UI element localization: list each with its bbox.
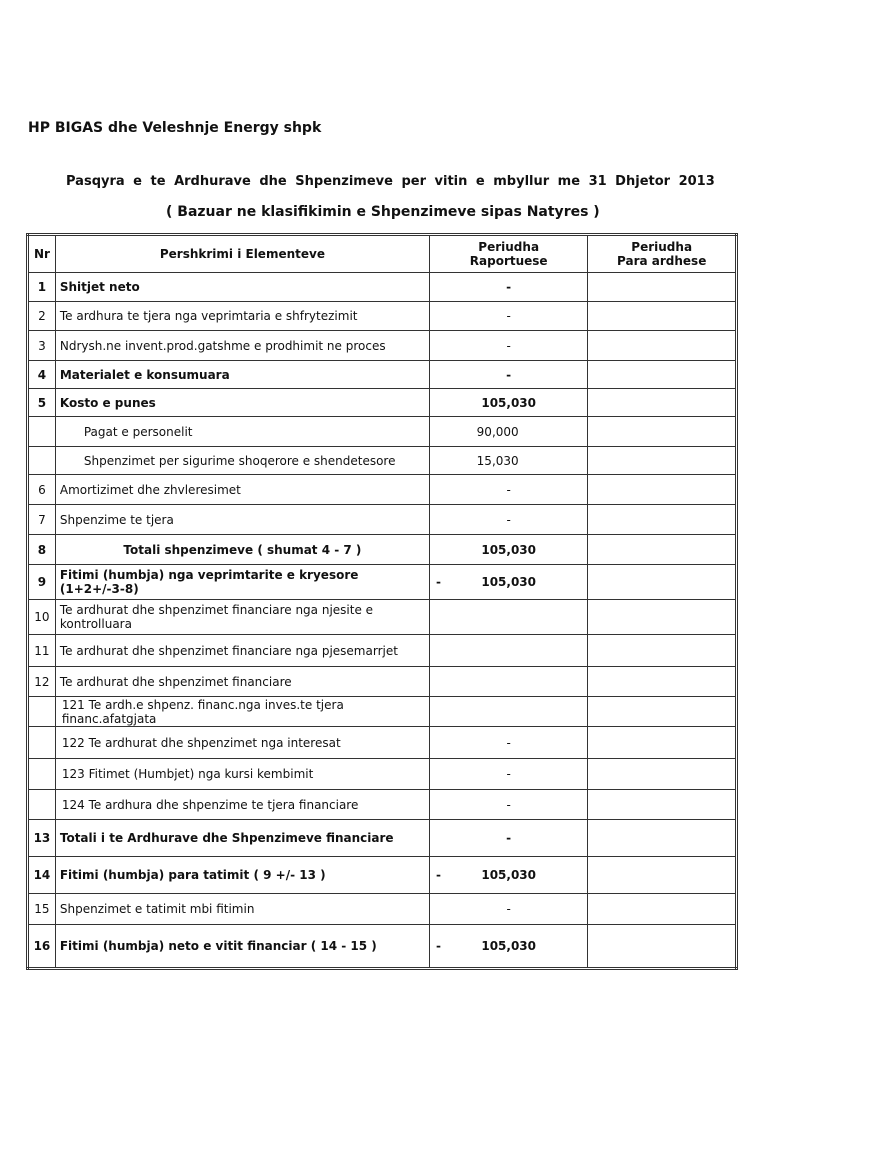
reporting-period-value (429, 894, 587, 925)
row-description: Shpenzime te tjera (55, 505, 429, 535)
table-row (28, 790, 737, 820)
reporting-period-value (429, 790, 587, 820)
value: 15,030 (476, 453, 519, 468)
document-title: Pasqyra e te Ardhurave dhe Shpenzimeve per vitin e mbyllur me 31 Dhjetor 2013 (66, 174, 715, 189)
row-description: Shpenzimet e tatimit mbi fitimin (55, 894, 429, 925)
table-header-row (28, 235, 737, 273)
value: 105,030 (481, 868, 536, 882)
reporting-period-value (429, 273, 587, 302)
row-description: Materialet e konsumuara (55, 361, 429, 389)
row-description: Shpenzimet per sigurime shoqerore e shendetesore (55, 447, 429, 475)
previous-period-value (588, 302, 737, 331)
row-number: 14 (28, 857, 56, 894)
table-row (28, 565, 737, 600)
row-description: Fitimi (humbja) neto e vitit financiar ( 14 - 15 ) (55, 925, 429, 969)
table-row (28, 820, 737, 857)
row-number (28, 759, 56, 790)
previous-period-value (588, 273, 737, 302)
previous-period-value (588, 361, 737, 389)
row-number: 12 (28, 667, 56, 697)
header-reporting-period (429, 235, 587, 273)
table-row (28, 600, 737, 635)
row-number: 8 (28, 535, 56, 565)
reporting-period-value (429, 389, 587, 417)
row-number (28, 447, 56, 475)
reporting-period-value (429, 447, 587, 475)
value: - (506, 280, 512, 294)
negative-sign: - (435, 868, 441, 882)
row-description: Shitjet neto (55, 273, 429, 302)
header-line: Periudha (478, 240, 540, 254)
table-row (28, 894, 737, 925)
table-row (28, 417, 737, 447)
header-line: Raportuese (469, 254, 548, 268)
previous-period-value (588, 894, 737, 925)
table-row (28, 697, 737, 727)
header-previous-period (588, 235, 737, 273)
company-name: HP BIGAS dhe Veleshnje Energy shpk (28, 120, 322, 136)
value: - (506, 367, 512, 382)
row-number: 1 (28, 273, 56, 302)
reporting-period-value (429, 565, 587, 600)
table-row (28, 273, 737, 302)
value: 105,030 (481, 939, 536, 953)
reporting-period-value (429, 361, 587, 389)
row-description: 124 Te ardhura dhe shpenzime te tjera financiare (55, 790, 429, 820)
table-row (28, 331, 737, 361)
negative-sign: - (435, 575, 441, 589)
previous-period-value (588, 925, 737, 969)
row-description: Fitimi (humbja) para tatimit ( 9 +/- 13 ) (55, 857, 429, 894)
previous-period-value (588, 727, 737, 759)
row-number (28, 727, 56, 759)
reporting-period-value (429, 635, 587, 667)
reporting-period-value (429, 697, 587, 727)
previous-period-value (588, 790, 737, 820)
reporting-period-value (429, 727, 587, 759)
row-description: Ndrysh.ne invent.prod.gatshme e prodhimit ne proces (55, 331, 429, 361)
previous-period-value (588, 600, 737, 635)
previous-period-value (588, 417, 737, 447)
row-description: Te ardhurat dhe shpenzimet financiare nga njesite e kontrolluara (55, 600, 429, 635)
row-number: 16 (28, 925, 56, 969)
value: 105,030 (481, 542, 536, 557)
row-number: 3 (28, 331, 56, 361)
previous-period-value (588, 389, 737, 417)
value: - (506, 831, 512, 845)
previous-period-value (588, 535, 737, 565)
value: 105,030 (481, 575, 536, 589)
reporting-period-value (429, 759, 587, 790)
value: 105,030 (481, 395, 536, 410)
table-row (28, 667, 737, 697)
table-row (28, 302, 737, 331)
table-row (28, 447, 737, 475)
row-number: 4 (28, 361, 56, 389)
row-number (28, 417, 56, 447)
row-description: Fitimi (humbja) nga veprimtarite e kryesore (1+2+/-3-8) (55, 565, 429, 600)
table-row (28, 505, 737, 535)
row-number: 10 (28, 600, 56, 635)
row-description: Te ardhura te tjera nga veprimtaria e shfrytezimit (55, 302, 429, 331)
table-row (28, 535, 737, 565)
previous-period-value (588, 447, 737, 475)
previous-period-value (588, 667, 737, 697)
value: - (506, 482, 511, 497)
table-row (28, 759, 737, 790)
row-number: 7 (28, 505, 56, 535)
header-description: Pershkrimi i Elementeve (55, 235, 429, 273)
table-row (28, 475, 737, 505)
previous-period-value (588, 697, 737, 727)
row-number: 11 (28, 635, 56, 667)
row-description: 121 Te ardh.e shpenz. financ.nga inves.te tjera financ.afatgjata (55, 697, 429, 727)
row-description: Te ardhurat dhe shpenzimet financiare (55, 667, 429, 697)
row-description: 123 Fitimet (Humbjet) nga kursi kembimit (55, 759, 429, 790)
row-number: 2 (28, 302, 56, 331)
reporting-period-value (429, 857, 587, 894)
reporting-period-value (429, 331, 587, 361)
row-description: Kosto e punes (55, 389, 429, 417)
reporting-period-value (429, 925, 587, 969)
previous-period-value (588, 565, 737, 600)
table-row (28, 361, 737, 389)
row-description: Totali shpenzimeve ( shumat 4 - 7 ) (55, 535, 429, 565)
value: 90,000 (476, 424, 519, 439)
value: - (506, 309, 511, 323)
header-line: Para ardhese (617, 254, 707, 268)
reporting-period-value (429, 417, 587, 447)
reporting-period-value (429, 600, 587, 635)
negative-sign: - (435, 939, 441, 953)
row-number (28, 697, 56, 727)
previous-period-value (588, 857, 737, 894)
previous-period-value (588, 475, 737, 505)
row-description: Pagat e personelit (55, 417, 429, 447)
previous-period-value (588, 331, 737, 361)
row-description: Te ardhurat dhe shpenzimet financiare nga pjesemarrjet (55, 635, 429, 667)
table-row (28, 635, 737, 667)
row-number: 15 (28, 894, 56, 925)
row-number: 6 (28, 475, 56, 505)
document-subtitle: ( Bazuar ne klasifikimin e Shpenzimeve sipas Natyres ) (166, 204, 600, 220)
reporting-period-value (429, 302, 587, 331)
row-number: 5 (28, 389, 56, 417)
row-description: 122 Te ardhurat dhe shpenzimet nga interesat (55, 727, 429, 759)
value: - (506, 338, 511, 353)
value: - (506, 512, 511, 527)
income-statement-table (26, 233, 738, 970)
row-description: Amortizimet dhe zhvleresimet (55, 475, 429, 505)
previous-period-value (588, 820, 737, 857)
table-row (28, 727, 737, 759)
row-number (28, 790, 56, 820)
reporting-period-value (429, 535, 587, 565)
previous-period-value (588, 759, 737, 790)
row-number: 13 (28, 820, 56, 857)
previous-period-value (588, 505, 737, 535)
reporting-period-value (429, 505, 587, 535)
value: - (506, 767, 511, 781)
table-row (28, 925, 737, 969)
value: - (506, 797, 511, 812)
header-nr: Nr (28, 235, 56, 273)
table-row (28, 857, 737, 894)
row-description: Totali i te Ardhurave dhe Shpenzimeve financiare (55, 820, 429, 857)
reporting-period-value (429, 820, 587, 857)
table-row (28, 389, 737, 417)
reporting-period-value (429, 667, 587, 697)
previous-period-value (588, 635, 737, 667)
value: - (506, 902, 511, 916)
reporting-period-value (429, 475, 587, 505)
value: - (506, 735, 511, 750)
row-number: 9 (28, 565, 56, 600)
header-line: Periudha (631, 240, 693, 254)
